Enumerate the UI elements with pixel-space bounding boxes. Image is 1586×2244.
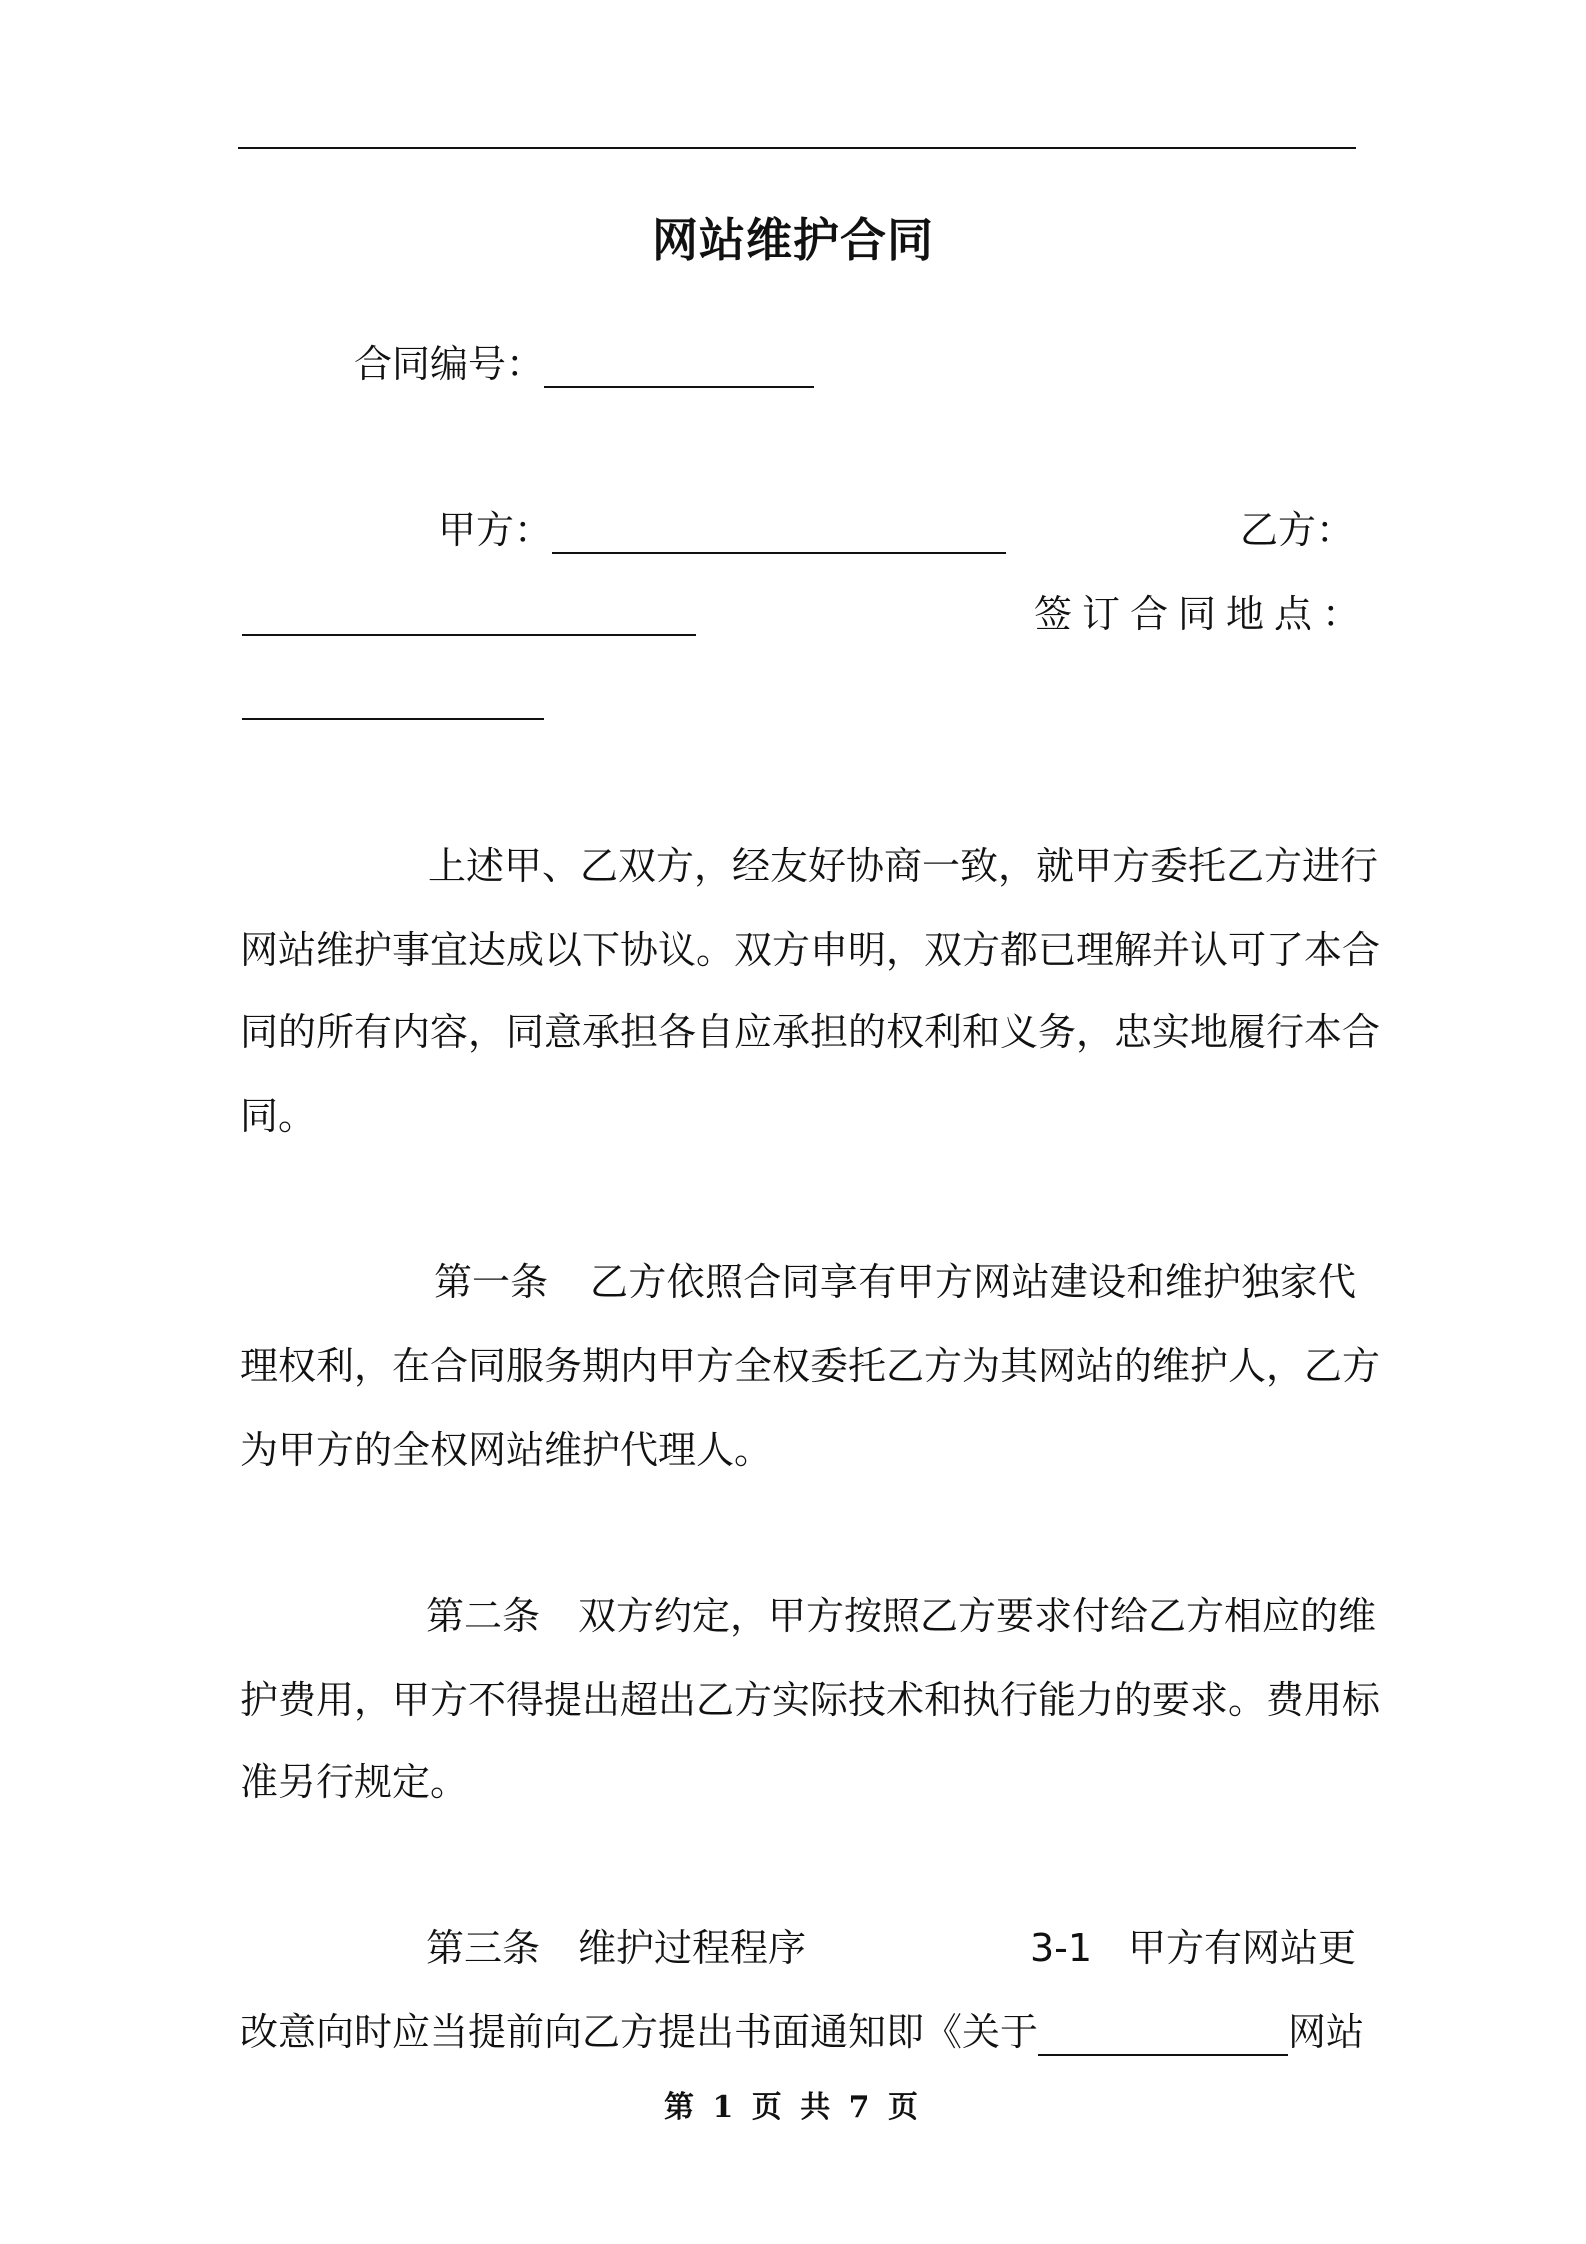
article3-line-2-before: 改意向时应当提前向乙方提出书面通知即《关于 <box>240 2010 1039 2054</box>
article1-line-1: 乙方依照合同享有甲方网站建设和维护独家代 <box>590 1260 1356 1304</box>
page-footer: 第 1 页 共 7 页 <box>664 2090 922 2125</box>
header-rule <box>238 147 1356 149</box>
intro-line-3: 同的所有内容，同意承担各自应承担的权利和义务，忠实地履行本合 <box>240 1010 1381 1054</box>
article2-heading: 第二条 <box>426 1594 541 1638</box>
signing-place-label: 签订合同地点： <box>1034 592 1371 636</box>
contract-no-blank <box>544 346 814 388</box>
article3-line-2 <box>240 2008 1364 2056</box>
article3-subtitle: 维护过程程序 <box>578 1926 807 1970</box>
article2-line-1: 双方约定，甲方按照乙方要求付给乙方相应的维 <box>578 1594 1377 1638</box>
document-title: 网站维护合同 <box>652 213 934 267</box>
party-a-blank <box>552 512 1006 554</box>
party-b-label: 乙方： <box>1240 508 1355 552</box>
party-a-label: 甲方： <box>438 508 553 552</box>
contract-no-label: 合同编号： <box>354 342 545 386</box>
article1-line-2: 理权利，在合同服务期内甲方全权委托乙方为其网站的维护人，乙方 <box>240 1344 1381 1388</box>
intro-line-1: 上述甲、乙双方，经友好协商一致，就甲方委托乙方进行 <box>428 844 1379 888</box>
article1-line-3: 为甲方的全权网站维护代理人。 <box>240 1428 773 1472</box>
party-a-row <box>438 506 1006 554</box>
article3-clause-no: 3-1 <box>1030 1926 1093 1970</box>
intro-line-4: 同。 <box>240 1094 317 1138</box>
article3-line-2-after: 网站 <box>1288 2010 1365 2054</box>
contract-no-row <box>354 340 814 388</box>
article3-title-blank <box>1038 2014 1288 2056</box>
article3-heading: 第三条 <box>426 1926 541 1970</box>
party-b-blank <box>242 634 696 636</box>
article1-heading: 第一条 <box>434 1260 549 1304</box>
intro-line-2: 网站维护事宜达成以下协议。双方申明，双方都已理解并认可了本合 <box>240 928 1381 972</box>
article2-line-2: 护费用，甲方不得提出超出乙方实际技术和执行能力的要求。费用标 <box>240 1678 1381 1722</box>
signing-place-blank <box>242 718 544 720</box>
article2-line-3: 准另行规定。 <box>240 1760 469 1804</box>
article3-clause-text: 甲方有网站更 <box>1128 1926 1357 1970</box>
